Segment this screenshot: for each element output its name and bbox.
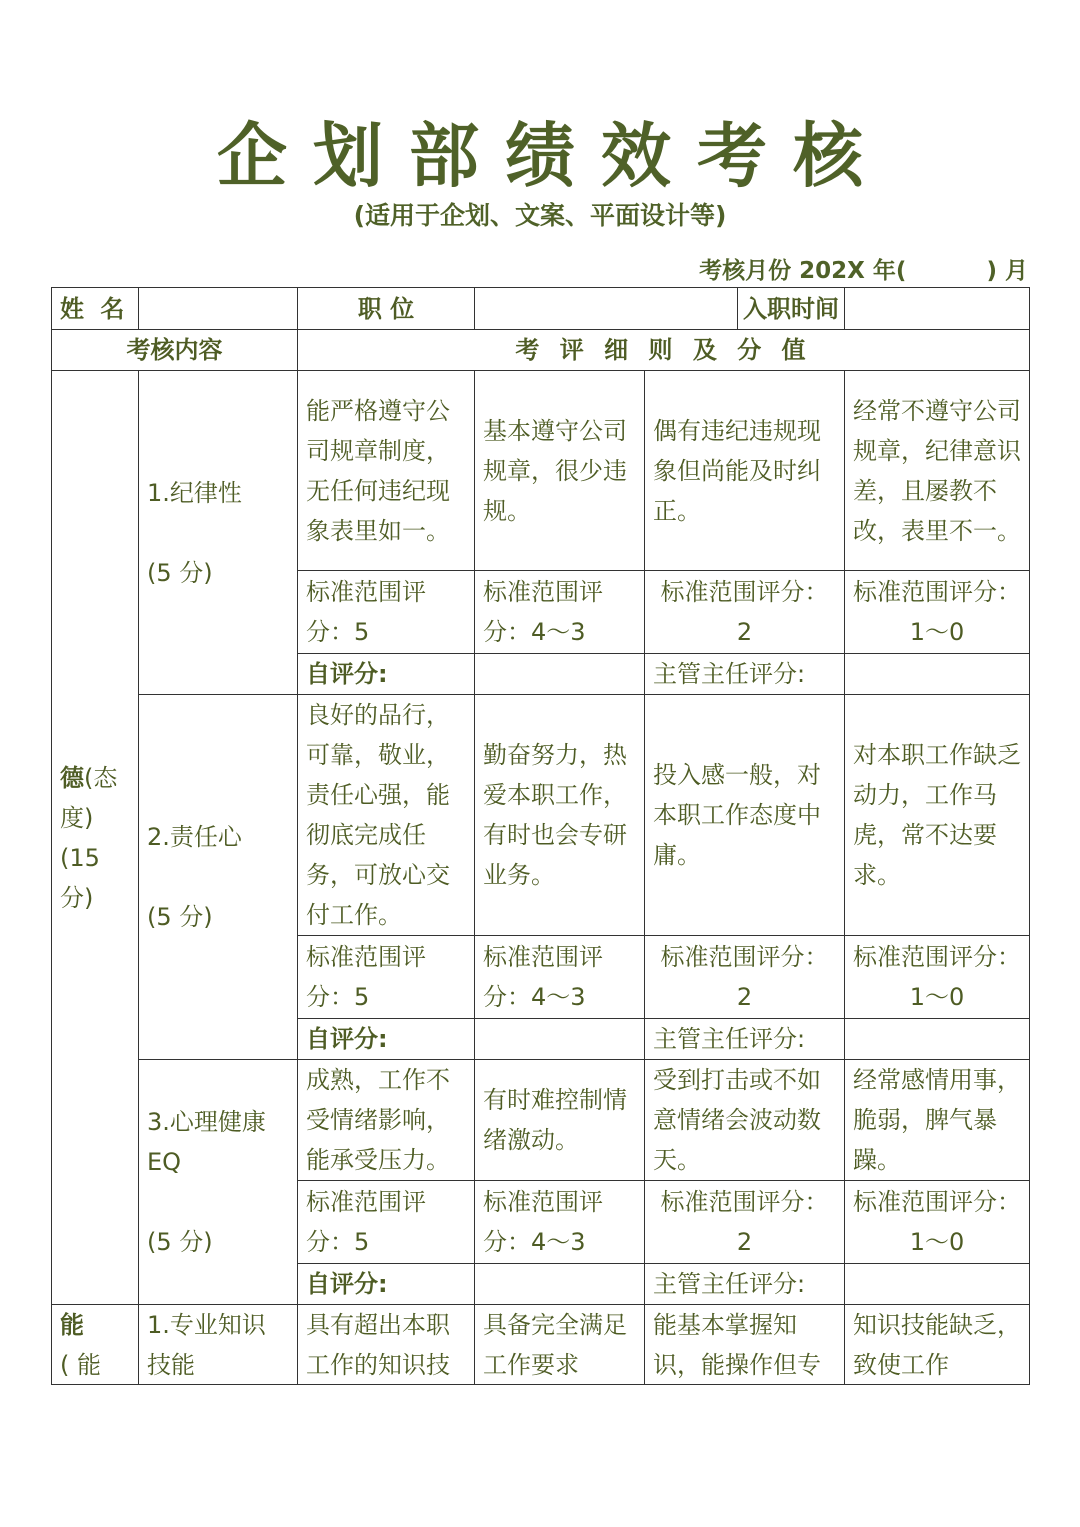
level-text: 知识技能缺乏，致使工作 xyxy=(853,1311,1021,1379)
info-row xyxy=(52,288,1030,330)
score-cell: 标准范围评分：5 xyxy=(298,571,475,654)
category-neng-rest: ( 能 xyxy=(60,1351,101,1379)
item-title: 3.心理健康 EQ xyxy=(147,1108,266,1176)
score-cell: 标准范围评分：4～3 xyxy=(475,936,645,1019)
score-cell: 标准范围评分：5 xyxy=(298,1181,475,1264)
level-cell: 投入感一般，对本职工作态度中庸。 xyxy=(645,695,845,936)
level-cell xyxy=(475,1305,645,1385)
level-cell: 经常不遵守公司规章，纪律意识差，且屡教不改，表里不一。 xyxy=(845,371,1030,571)
level-cell: 良好的品行，可靠，敬业，责任心强，能彻底完成任务，可放心交付工作。 xyxy=(298,695,475,936)
category-neng xyxy=(52,1305,139,1385)
score-cell: 标准范围评分：1～0 xyxy=(845,1181,1030,1264)
item-points: (5 分) xyxy=(147,1228,213,1256)
item-points: (5 分) xyxy=(147,558,213,587)
supervisor-score-field[interactable] xyxy=(845,1264,1030,1305)
level-text: 具有超出本职工作的知识技 xyxy=(306,1311,450,1379)
item-title-cell xyxy=(139,1305,298,1385)
page-title: 企划部绩效考核 xyxy=(217,115,889,197)
self-score-field[interactable] xyxy=(475,1264,645,1305)
score-cell: 标准范围评分：5 xyxy=(298,936,475,1019)
supervisor-score-label: 主管主任评分: xyxy=(645,654,845,695)
category-de-bold: 德 xyxy=(60,763,84,792)
item-row-eq xyxy=(52,1060,1030,1181)
score-cell: 标准范围评分：4～3 xyxy=(475,571,645,654)
position-label: 职 位 xyxy=(298,288,475,330)
column-header-row xyxy=(52,330,1030,371)
level-cell: 受到打击或不如意情绪会波动数天。 xyxy=(645,1060,845,1181)
item-row-knowledge xyxy=(52,1305,1030,1385)
item-points: (5 分) xyxy=(147,903,213,931)
content-header: 考核内容 xyxy=(52,330,298,371)
score-cell: 标准范围评分：4～3 xyxy=(475,1181,645,1264)
score-cell: 标准范围评分：2 xyxy=(645,936,845,1019)
level-cell xyxy=(645,1305,845,1385)
name-label: 姓 名 xyxy=(52,288,139,330)
supervisor-score-field[interactable] xyxy=(845,654,1030,695)
level-cell xyxy=(845,1305,1030,1385)
position-field[interactable] xyxy=(475,288,738,329)
level-cell: 能严格遵守公司规章制度，无任何违纪现象表里如一。 xyxy=(298,371,475,571)
level-cell: 勤奋努力，热爱本职工作，有时也会专研业务。 xyxy=(475,695,645,936)
item-row-responsibility xyxy=(52,695,1030,936)
item-row-discipline xyxy=(52,371,1030,571)
level-cell: 成熟，工作不受情绪影响，能承受压力。 xyxy=(298,1060,475,1181)
score-cell: 标准范围评分：1～0 xyxy=(845,936,1030,1019)
level-cell: 对本职工作缺乏动力，工作马虎，常不达要求。 xyxy=(845,695,1030,936)
assessment-period: 考核月份 202X 年( ) 月 xyxy=(699,258,1028,284)
category-de xyxy=(52,371,139,1305)
page-subtitle: (适用于企划、文案、平面设计等) xyxy=(353,201,727,230)
self-score-label: 自评分: xyxy=(298,1019,475,1060)
level-cell: 有时难控制情绪激动。 xyxy=(475,1060,645,1181)
hire-date-field[interactable] xyxy=(845,288,1030,330)
self-score-label: 自评分: xyxy=(298,654,475,695)
position-and-hire-cell xyxy=(475,288,845,330)
level-cell: 偶有违纪违规现象但尚能及时纠正。 xyxy=(645,371,845,571)
self-score-label: 自评分: xyxy=(298,1264,475,1305)
name-field[interactable] xyxy=(139,288,298,330)
level-cell: 经常感情用事，脆弱，脾气暴躁。 xyxy=(845,1060,1030,1181)
level-cell: 基本遵守公司规章，很少违规。 xyxy=(475,371,645,571)
supervisor-score-field[interactable] xyxy=(845,1019,1030,1060)
hire-date-label: 入职时间 xyxy=(743,294,839,323)
score-cell: 标准范围评分：2 xyxy=(645,571,845,654)
assessment-table xyxy=(51,287,1030,1385)
level-text: 能基本掌握知识，能操作但专 xyxy=(653,1311,821,1379)
item-title: 1.专业知识技能 xyxy=(147,1311,266,1379)
category-neng-bold: 能 xyxy=(60,1311,84,1339)
self-score-field[interactable] xyxy=(475,1019,645,1060)
supervisor-score-label: 主管主任评分: xyxy=(645,1019,845,1060)
item-title-cell xyxy=(139,1060,298,1305)
self-score-field[interactable] xyxy=(475,654,645,695)
score-cell: 标准范围评分：1～0 xyxy=(845,571,1030,654)
item-title: 2.责任心 xyxy=(147,823,242,851)
category-de-rest: (态度)(15分) xyxy=(60,763,118,912)
supervisor-score-label: 主管主任评分: xyxy=(645,1264,845,1305)
rules-header: 考 评 细 则 及 分 值 xyxy=(298,330,1030,371)
item-title-cell xyxy=(139,371,298,695)
item-title: 1.纪律性 xyxy=(147,478,242,507)
level-text: 具备完全满足工作要求 xyxy=(483,1311,627,1379)
level-cell xyxy=(298,1305,475,1385)
score-cell: 标准范围评分：2 xyxy=(645,1181,845,1264)
item-title-cell xyxy=(139,695,298,1060)
